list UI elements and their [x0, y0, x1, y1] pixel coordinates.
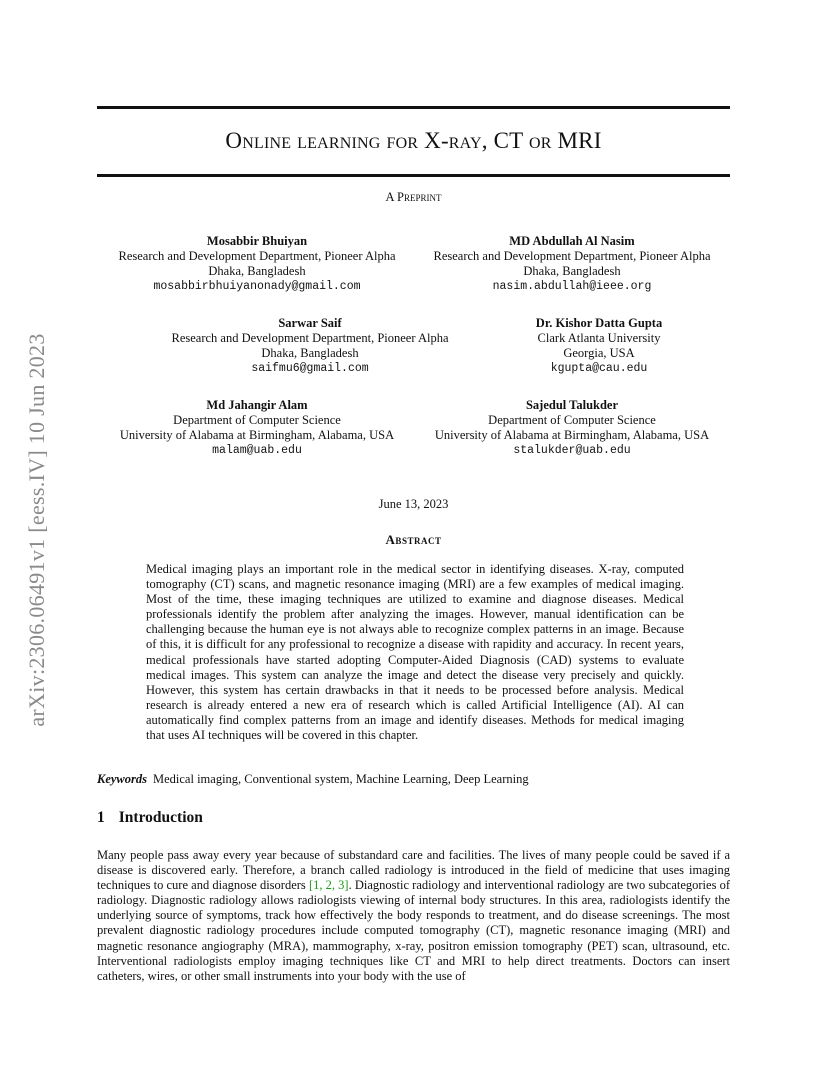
keywords-text: Medical imaging, Conventional system, Machine Learning, Deep Learning [153, 772, 529, 786]
author-block [407, 234, 737, 294]
author-block [434, 316, 764, 376]
abstract-heading: Abstract [385, 532, 442, 547]
intro-text-part: . Diagnostic radiology and interventional radiology are two subcategories of radiology. Diagnostic radiology allows radiologists viewing of internal body structures. In this area, radiologists identify the underlying source of symptoms, track how effectively the body responds to treatment, and do disease screenings. The most prevalent diagnostic radiology procedures include computed tomography (CT), magnetic resonance imaging (MRI) and magnetic resonance angiography (MRA), mammography, x-ray, positron emission tomography (PET) scan, ultrasound, etc. Interventional radiologists employ imaging techniques like CT and MRI to help direct treatments. Doctors can insert catheters, wires, or other small instruments into your body with the use of [97, 878, 730, 983]
author-email[interactable]: nasim.abdullah@ieee.org [492, 280, 652, 293]
author-affiliation: Department of Computer Science [173, 413, 341, 427]
section-title: Introduction [118, 809, 203, 826]
author-location: Dhaka, Bangladesh [261, 346, 359, 360]
author-email[interactable]: saifmu6@gmail.com [251, 362, 369, 375]
keywords-label: Keywords [97, 772, 147, 786]
author-name: Md Jahangir Alam [206, 398, 308, 412]
author-block [92, 234, 422, 294]
author-name: Sarwar Saif [278, 316, 342, 330]
abstract-text: Medical imaging plays an important role in the medical sector in identifying diseases. X-ray, computed tomography (CT) scans, and magnetic resonance imaging (MRI) are a few examples of medical imaging. Most of the time, these imaging techniques are utilized to examine and diagnose diseases. Medical professionals identify the problem after analyzing the images. However, manual identification can be challenging because the human eye is not always able to recognize complex patterns in an image. Because of this, it is difficult for any professional to recognize a disease with rapidity and accuracy. In recent years, medical professionals have started adopting Computer-Aided Diagnosis (CAD) systems to evaluate medical images. This system can analyze the image and detect the disease very precisely and quickly. However, this system has certain drawbacks in that it needs to be processed before analysis. Medical research is already entered a new era of research which is called Artificial Intelligence (AI). AI can automatically find complex patterns from an image and identify diseases. Methods for medical imaging that uses AI techniques will be covered in this chapter. [146, 562, 684, 743]
author-location: Dhaka, Bangladesh [208, 264, 306, 278]
title-rule-bottom [97, 174, 730, 177]
arxiv-stamp-text: arXiv:2306.06491v1 [eess.IV] 10 Jun 2023 [24, 333, 49, 727]
citation-link[interactable]: [1, 2, 3] [308, 878, 349, 893]
author-affiliation: Department of Computer Science [488, 413, 656, 427]
author-location: Georgia, USA [563, 346, 635, 360]
author-email[interactable]: stalukder@uab.edu [513, 444, 631, 457]
author-name: Mosabbir Bhuiyan [206, 234, 308, 248]
preprint-label: A Preprint [385, 190, 442, 204]
author-block [92, 398, 422, 458]
author-email[interactable]: kgupta@cau.edu [550, 362, 648, 375]
author-affiliation: Research and Development Department, Pioneer Alpha [171, 331, 449, 345]
author-name: Sajedul Talukder [525, 398, 619, 412]
title-rule-top [97, 106, 730, 109]
arxiv-stamp [23, 290, 51, 770]
author-email[interactable]: mosabbirbhuiyanonady@gmail.com [153, 280, 361, 293]
author-location: University of Alabama at Birmingham, Alabama, USA [434, 428, 710, 442]
author-affiliation: Research and Development Department, Pioneer Alpha [118, 249, 396, 263]
section-heading [97, 809, 203, 827]
paper-date: June 13, 2023 [378, 497, 449, 511]
keywords-line [97, 772, 730, 787]
author-block [407, 398, 737, 458]
section-number: 1 [97, 809, 105, 826]
author-affiliation: Clark Atlanta University [537, 331, 661, 345]
author-location: Dhaka, Bangladesh [523, 264, 621, 278]
intro-text-part: Many people pass away every year because of substandard care and facilities. The lives of many people could be saved if a disease is discovered early. Therefore, a branch called radiology is introduced in the field of medicine that uses imaging techniques to cure and diagnose disorders [97, 848, 730, 893]
author-email[interactable]: malam@uab.edu [212, 444, 302, 457]
author-name: MD Abdullah Al Nasim [509, 234, 635, 248]
introduction-text [97, 848, 730, 984]
author-location: University of Alabama at Birmingham, Alabama, USA [119, 428, 395, 442]
paper-title: Online learning for X-ray, CT or MRI [225, 128, 602, 153]
author-affiliation: Research and Development Department, Pioneer Alpha [433, 249, 711, 263]
author-block [145, 316, 475, 376]
author-name: Dr. Kishor Datta Gupta [535, 316, 663, 330]
